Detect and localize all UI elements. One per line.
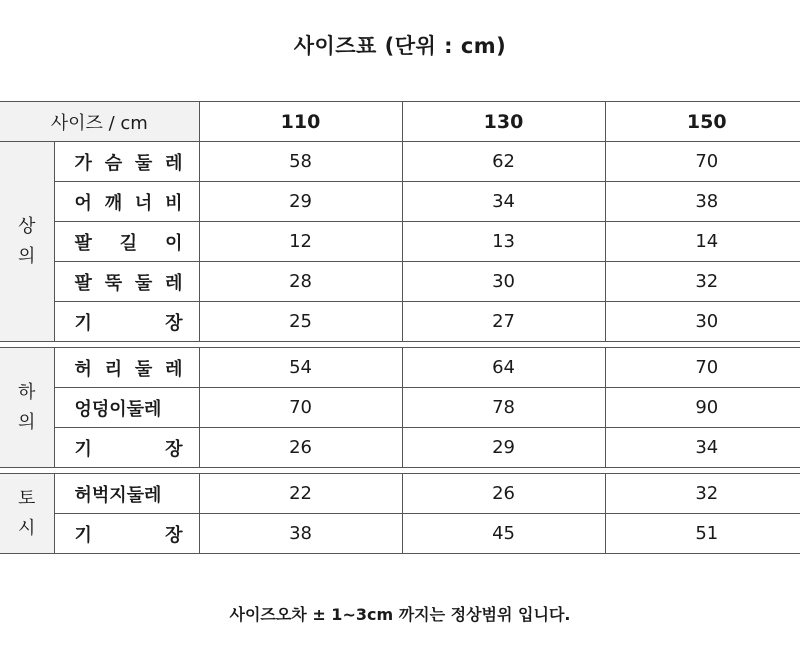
- measurement-value: 64: [402, 348, 605, 388]
- measurement-value: 32: [605, 474, 800, 514]
- header-row: [0, 102, 800, 142]
- measurement-value: 22: [199, 474, 402, 514]
- table-row: [0, 302, 800, 342]
- measurement-name: 가 슴 둘 레: [54, 142, 199, 182]
- measurement-value: 62: [402, 142, 605, 182]
- group-label: 상 의: [0, 142, 54, 342]
- size-table: [0, 101, 800, 554]
- page-title: 사이즈표 (단위 : cm): [293, 34, 507, 58]
- measurement-value: 38: [605, 182, 800, 222]
- size-unit-label: 사이즈 / cm: [0, 102, 199, 142]
- measurement-value: 13: [402, 222, 605, 262]
- measurement-value: 70: [605, 142, 800, 182]
- measurement-value: 45: [402, 514, 605, 554]
- measurement-name: 기 장: [54, 302, 199, 342]
- measurement-name: 엉덩이둘레: [54, 388, 199, 428]
- measurement-value: 78: [402, 388, 605, 428]
- measurement-value: 38: [199, 514, 402, 554]
- table-row: [0, 514, 800, 554]
- measurement-value: 29: [199, 182, 402, 222]
- measurement-value: 90: [605, 388, 800, 428]
- size-column-header: 150: [605, 102, 800, 142]
- measurement-value: 26: [402, 474, 605, 514]
- measurement-name: 허 리 둘 레: [54, 348, 199, 388]
- table-row: [0, 388, 800, 428]
- measurement-name: 기 장: [54, 514, 199, 554]
- measurement-value: 32: [605, 262, 800, 302]
- measurement-value: 14: [605, 222, 800, 262]
- measurement-name: 팔 뚝 둘 레: [54, 262, 199, 302]
- measurement-value: 25: [199, 302, 402, 342]
- table-row: [0, 262, 800, 302]
- table-row: [0, 222, 800, 262]
- size-column-header: 130: [402, 102, 605, 142]
- measurement-value: 30: [402, 262, 605, 302]
- table-row: [0, 474, 800, 514]
- measurement-name: 기 장: [54, 428, 199, 468]
- measurement-value: 70: [605, 348, 800, 388]
- measurement-value: 30: [605, 302, 800, 342]
- measurement-value: 54: [199, 348, 402, 388]
- measurement-value: 34: [605, 428, 800, 468]
- measurement-value: 27: [402, 302, 605, 342]
- group-label: 토 시: [0, 474, 54, 554]
- measurement-name: 팔 길 이: [54, 222, 199, 262]
- measurement-value: 29: [402, 428, 605, 468]
- table-row: [0, 142, 800, 182]
- group-label: 하 의: [0, 348, 54, 468]
- size-column-header: 110: [199, 102, 402, 142]
- measurement-name: 허벅지둘레: [54, 474, 199, 514]
- table-row: [0, 348, 800, 388]
- measurement-value: 28: [199, 262, 402, 302]
- size-tolerance-note: 사이즈오차 ± 1~3cm 까지는 정상범위 입니다.: [229, 605, 571, 624]
- table-row: [0, 428, 800, 468]
- measurement-value: 12: [199, 222, 402, 262]
- measurement-value: 58: [199, 142, 402, 182]
- measurement-value: 51: [605, 514, 800, 554]
- measurement-value: 70: [199, 388, 402, 428]
- measurement-value: 26: [199, 428, 402, 468]
- table-row: [0, 182, 800, 222]
- measurement-value: 34: [402, 182, 605, 222]
- measurement-name: 어 깨 너 비: [54, 182, 199, 222]
